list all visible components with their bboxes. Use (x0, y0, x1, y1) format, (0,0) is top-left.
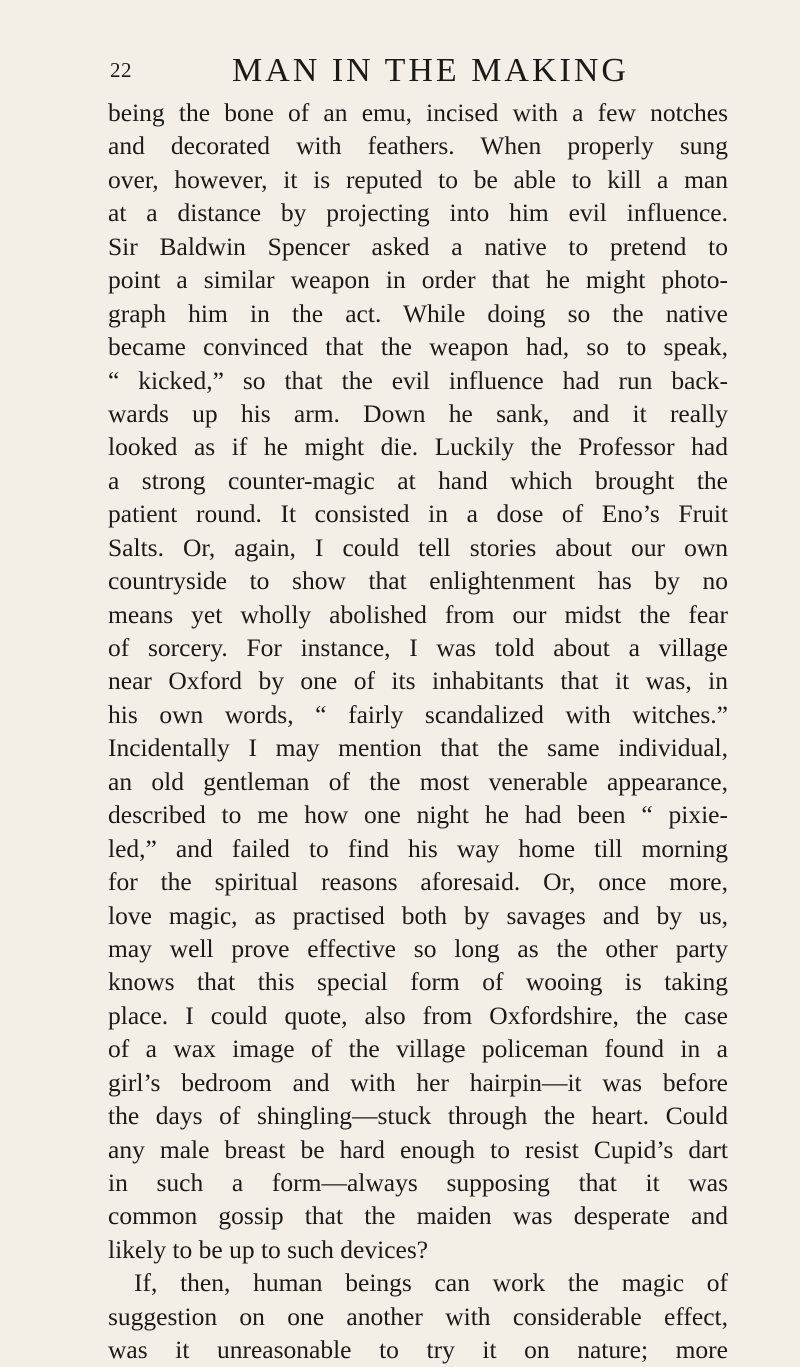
text-line: “ kicked,” so that the evil influence had run back- (108, 365, 728, 395)
text-line: being the bone of an emu, incised with a few notches (108, 98, 728, 127)
text-line: girl’s bedroom and with her hairpin—it was before (108, 1067, 728, 1097)
page-header (110, 52, 730, 96)
text-line: suggestion on one another with considerable effect, (108, 1301, 728, 1331)
running-title: MAN IN THE MAKING (232, 52, 629, 89)
text-line: near Oxford by one of its inhabitants that it was, in (108, 666, 728, 696)
text-line: and decorated with feathers. When properly sung (108, 131, 728, 161)
text-line: graph him in the act. While doing so the native (108, 298, 728, 328)
text-line: patient round. It consisted in a dose of Eno’s Fruit (108, 499, 728, 529)
text-line: any male breast be hard enough to resist Cupid’s dart (108, 1134, 728, 1164)
text-line: of sorcery. For instance, I was told about a village (108, 633, 728, 662)
text-line: wards up his arm. Down he sank, and it really (108, 398, 728, 428)
text-line: Sir Baldwin Spencer asked a native to pretend to (108, 231, 728, 261)
text-line: love magic, as practised both by savages and by us, (108, 900, 728, 930)
text-line: place. I could quote, also from Oxfordshire, the case (108, 1000, 728, 1030)
text-line: If, then, human beings can work the magic of (134, 1268, 728, 1298)
text-line: led,” and failed to find his way home till morning (108, 833, 728, 863)
text-line: over, however, it is reputed to be able to kill a man (108, 164, 728, 194)
text-line: countryside to show that enlightenment has by no (108, 566, 728, 596)
text-line: in such a form—always supposing that it was (108, 1168, 728, 1197)
text-line: looked as if he might die. Luckily the Professor had (108, 432, 728, 462)
text-line: at a distance by projecting into him evil influence. (108, 198, 728, 228)
page-number: 22 (110, 58, 132, 82)
text-line: may well prove effective so long as the other party (108, 933, 728, 963)
text-line: was it unreasonable to try it on nature; more (108, 1335, 728, 1365)
text-line: means yet wholly abolished from our midst the fear (108, 599, 728, 629)
text-line: point a similar weapon in order that he might photo- (108, 265, 728, 295)
text-line: the days of shingling—stuck through the heart. Could (108, 1101, 728, 1131)
text-line: for the spiritual reasons aforesaid. Or, once more, (108, 867, 728, 897)
text-line: common gossip that the maiden was desperate and (108, 1201, 728, 1231)
text-line: Salts. Or, again, I could tell stories about our own (108, 532, 728, 562)
text-line: of a wax image of the village policeman found in a (108, 1034, 728, 1064)
text-line: a strong counter-magic at hand which brought the (108, 465, 728, 495)
text-line: Incidentally I may mention that the same individual, (108, 733, 728, 763)
text-line: knows that this special form of wooing is taking (108, 967, 728, 997)
text-line: became convinced that the weapon had, so to speak, (108, 332, 728, 362)
text-line: an old gentleman of the most venerable appearance, (108, 766, 728, 796)
text-line: likely to be up to such devices? (108, 1234, 429, 1264)
text-line: his own words, “ fairly scandalized with witches.” (108, 699, 728, 729)
text-line: described to me how one night he had been “ pixie- (108, 800, 728, 830)
body-text (108, 96, 728, 1367)
